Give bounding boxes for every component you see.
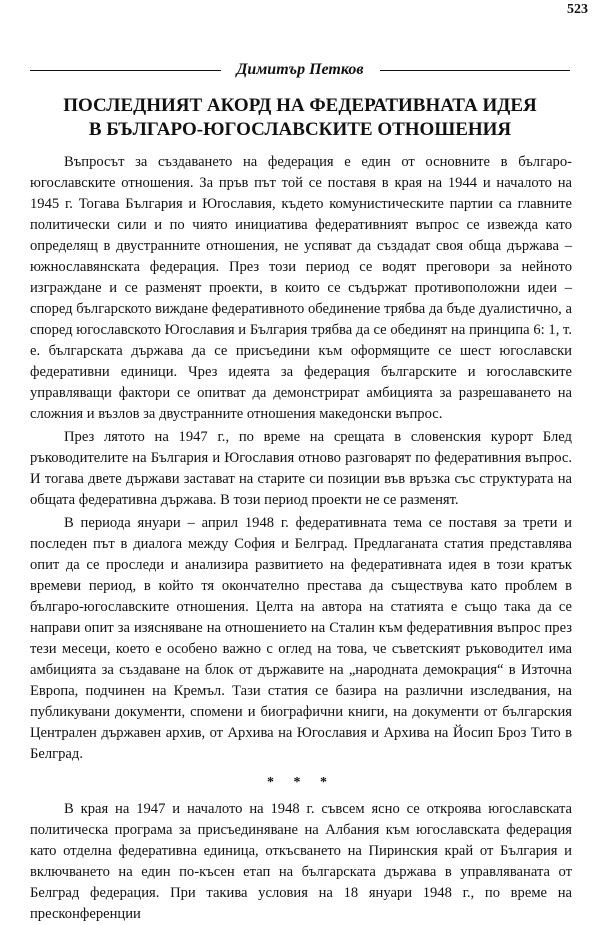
article-body	[30, 152, 572, 925]
article-title-line-1: ПОСЛЕДНИЯТ АКОРД НА ФЕДЕРАТИВНАТА ИДЕЯ	[63, 95, 537, 116]
left-rule	[30, 70, 221, 71]
section-separator: * * *	[267, 775, 335, 790]
body-paragraph-4: В края на 1947 и началото на 1948 г. съвсем ясно се откроява югославската политическа програма за присъединяване на Албания към югославската федерация като отделна федеративна единица, откъсването на Пиринския край от България и включването на един по-късен етап на българската държава в управляваната от Белград федерация. При такива условия на 18 януари 1948 г., по време на пресконференции	[30, 801, 572, 922]
right-rule	[380, 70, 571, 71]
body-paragraph-2: През лятото на 1947 г., по време на срещата в словенския курорт Блед ръководителите на България и Югославия отново разговарят по федеративния въпрос. И тогава двете държави застават на старите си позиции във връзка със структурата на общата федеративна държава. В този период проекти не се разменят.	[30, 429, 572, 508]
author-name: Димитър Петков	[236, 61, 364, 78]
author-header	[30, 60, 570, 80]
body-paragraph-1: Въпросът за създаването на федерация е един от основните в българо-югославските отношения. За пръв път той се поставя в края на 1944 и началото на 1945 г. Тогава България и Югославия, където комунистическите партии са главните политически сили и по чиято инициатива федеративният въпрос се извежда като определящ в двустранните отношения, не успяват да създадат своя обща държава – южнославянската федерация. През този период се водят преговори за нейното изграждане и се разменят проекти, в които се съдържат противоположни идеи – според българското виждане федеративното обединение трябва да бъде дуалистично, а според югославското Югославия и България трябва да се обединят на принципа 6: 1, т. е. българската държава да се присъедини към оформящите се шест югославски федеративни единици. Чрез идеята за федерация българските и югославските управляващи фактори се опитват да демонстрират амбицията за разрешаването на сложния и възлов за двустранните отношения македонски въпрос.	[30, 154, 572, 422]
article-title-line-2: В БЪЛГАРО-ЮГОСЛАВСКИТЕ ОТНОШЕНИЯ	[88, 119, 512, 140]
article-title	[30, 94, 570, 142]
body-paragraph-3: В периода януари – април 1948 г. федеративната тема се поставя за трети и последен път в диалога между София и Белград. Предлаганата статия представлява опит да се проследи и анализира развитието на федеративната идея в този кратък времеви период, в който тя окончателно престава да съществува като проблем в българо-югославските отношения. Целта на автора на статията е също така да се направи опит за изясняване на отношението на Сталин към федеративния въпрос през тези месеци, което е особено важно с оглед на това, че съветският ръководител има амбицията за създаване на блок от държавите на „народната демокрация“ в Източна Европа, подчинен на Кремъл. Тази статия се базира на различни изследвания, на публикувани документи, спомени и биографични книги, на документи от българския Централен държавен архив, от Архива на Югославия и Архива на Йосип Броз Тито в Белград.	[30, 515, 572, 762]
page-number: 523	[567, 2, 588, 17]
